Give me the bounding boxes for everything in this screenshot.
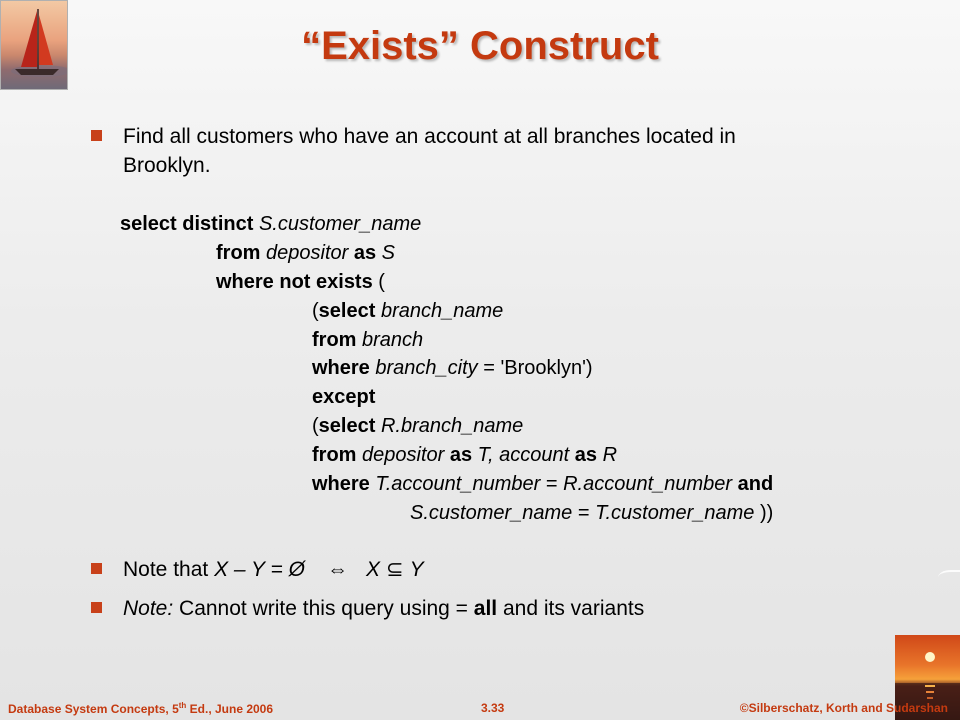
note-text-2: and its variants [497, 597, 645, 620]
identifier: branch [356, 329, 424, 351]
identifier: S.customer_name [253, 213, 422, 235]
identifier: R.account_number [563, 473, 733, 495]
punctuation: )) [754, 502, 774, 524]
equation-lhs: X – Y = Ø [214, 558, 305, 581]
set-y: Y [409, 558, 424, 581]
punctuation: ( [372, 271, 385, 293]
query-line-8 [312, 412, 523, 441]
keyword: from [312, 329, 357, 351]
footer-book: Database System Concepts, 5 [8, 702, 179, 716]
keyword: where [312, 357, 370, 379]
query-line-2 [216, 239, 395, 268]
bullet-marker [91, 563, 102, 574]
identifier: R.branch_name [375, 415, 524, 437]
decorative-curve [938, 570, 960, 582]
footer-superscript: th [178, 701, 187, 710]
identifier: S.customer_name [410, 502, 573, 524]
keyword: select distinct [120, 213, 254, 235]
identifier: R [597, 444, 618, 466]
literal: = 'Brooklyn') [477, 357, 593, 379]
bullet-text-2 [123, 555, 424, 584]
identifier: branch_city [369, 357, 478, 379]
identifier: T.account_number [369, 473, 541, 495]
note-text-1: Cannot write this query using = [173, 597, 474, 620]
keyword: from [216, 242, 261, 264]
iff-symbol: ⇔ [326, 558, 348, 581]
keyword: as [444, 444, 473, 466]
identifier: depositor [356, 444, 445, 466]
identifier: T.customer_name [595, 502, 755, 524]
punctuation: ( [312, 415, 319, 437]
bullet-text-1 [123, 122, 736, 180]
footer-page-number: 3.33 [481, 701, 505, 715]
keyword: where not exists [216, 271, 373, 293]
bullet-2-prefix: Note that [123, 558, 215, 581]
operator: = [540, 473, 564, 495]
keyword: from [312, 444, 357, 466]
query-line-7 [312, 383, 375, 412]
note-all-keyword: all [473, 597, 498, 620]
identifier: S [376, 242, 396, 264]
query-line-4 [312, 297, 503, 326]
keyword: where [312, 473, 370, 495]
identifier: T, account [472, 444, 570, 466]
bullet-text-3 [123, 594, 644, 623]
query-line-6 [312, 354, 593, 383]
identifier: depositor [260, 242, 349, 264]
subset-symbol: ⊆ [385, 558, 404, 581]
query-line-1 [120, 210, 421, 239]
query-line-11 [410, 499, 773, 528]
keyword: select [318, 300, 376, 322]
keyword: as [348, 242, 377, 264]
query-line-10 [312, 470, 773, 499]
keyword: select [318, 415, 376, 437]
footer-edition: Ed., June 2006 [186, 702, 274, 716]
keyword: and [732, 473, 774, 495]
identifier: branch_name [375, 300, 504, 322]
keyword: except [312, 386, 376, 408]
footer-copyright: ©Silberschatz, Korth and Sudarshan [739, 701, 948, 715]
bullet-1-line-2: Brooklyn. [123, 154, 211, 177]
note-label: Note: [123, 597, 174, 620]
footer-left [8, 701, 273, 716]
bullet-1-line-1: Find all customers who have an account at all branches located in [123, 125, 736, 148]
set-x: X [365, 558, 380, 581]
bullet-marker [91, 130, 102, 141]
slide-title: “Exists” Construct [301, 24, 659, 68]
query-line-9 [312, 441, 617, 470]
operator: = [572, 502, 596, 524]
query-line-5 [312, 326, 423, 355]
punctuation: ( [312, 300, 319, 322]
query-line-3 [216, 268, 385, 297]
keyword: as [569, 444, 598, 466]
bullet-marker [91, 602, 102, 613]
